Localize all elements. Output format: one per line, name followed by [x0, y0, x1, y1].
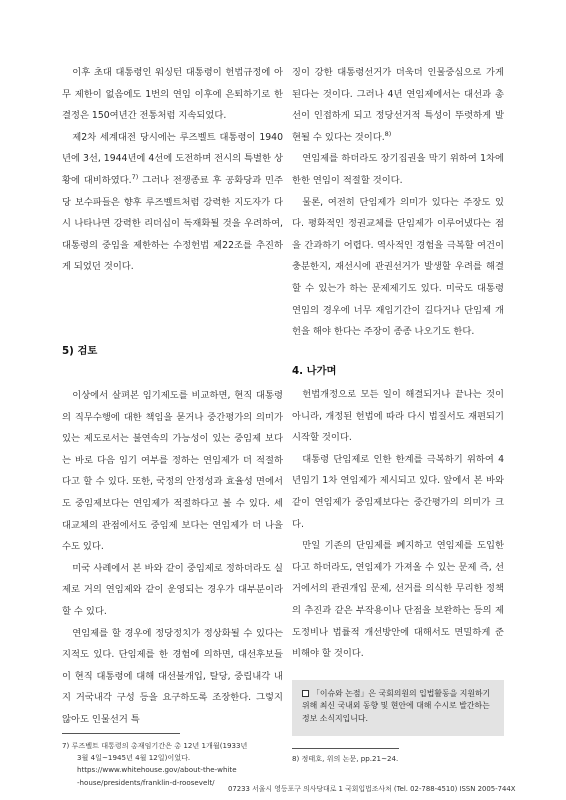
footnote-line: 7) 루즈벨트 대통령의 총재임기간은 총 12년 1개월(1933년: [62, 741, 248, 750]
paragraph-text: 제2차 세계대전 당시에는 루즈벨트 대통령이 1940년에 3선, 1944년에 4선에 도전하며 전시의 특별한 상황에 대비하였다.: [62, 131, 283, 186]
right-column-lower: [292, 384, 504, 665]
footnote-divider: [292, 748, 399, 749]
checkbox-icon: [302, 690, 309, 697]
paragraph-text: 징이 강한 대통령선거가 더욱더 인물중심으로 가게 된다는 것이다. 그러나 4년 연임제에서는 대선과 총선이 인접하게 되고 정당선거적 특성이 뚜렷하게 발현될 수 있다는 것이다.: [292, 67, 504, 143]
footnote-link[interactable]: -house/presidents/franklin-d-roosevelt/: [77, 777, 215, 787]
right-column-upper: [292, 62, 504, 343]
footnote-link[interactable]: https://www.whitehouse.gov/about-the-white: [77, 765, 237, 775]
page-footer: 07233 서울시 영등포구 의사당대로 1 국회입법조사처 (Tel. 02-788-4510) ISSN 2005-744X: [228, 785, 516, 793]
footnote-divider: [62, 733, 180, 734]
paragraph: [62, 127, 283, 278]
section-heading-review: 5) 검토: [62, 345, 98, 357]
paragraph: 만일 기존의 단임제를 폐지하고 연임제를 도입한다고 하더라도, 연임제가 가져올 수 있는 문제 즉, 선거에서의 관권개입 문제, 선거를 의식한 무리한 정책의 추진과 같은 부작용이나 단점을 보완하는 등의 제도정비나 법률적 개선방안에 대해서도 면밀하게 준비해야 할 것이다.: [292, 540, 504, 660]
paragraph: 대통령 단임제로 인한 한계를 극복하기 위하여 4년임기 1차 연임제가 제시되고 있다. 앞에서 본 바와 같이 연임제가 중임제보다는 중간평가의 의미가 크다.: [292, 453, 504, 530]
info-box: [292, 680, 504, 736]
section-heading-conclusion: 4. 나가며: [292, 365, 337, 377]
paragraph: 미국 사례에서 본 바와 같이 중임제로 정하더라도 실제로 거의 연임제와 같이 운영되는 경우가 대부분이라 할 수 있다.: [62, 562, 283, 617]
footnote-8: 8) 정태호, 위의 논문, pp.21~24.: [292, 754, 399, 763]
paragraph: 이후 초대 대통령인 워싱턴 대통령이 헌법규정에 아무 제한이 없음에도 1번의 연임 이후에 은퇴하기로 한 결정은 150여년간 전통처럼 지속되었다.: [62, 67, 283, 122]
left-column-lower: [62, 385, 283, 731]
footnote-ref-7[interactable]: 7): [131, 172, 139, 181]
paragraph: 물론, 여전히 단임제가 의미가 있다는 주장도 있다. 평화적인 정권교체를 단임제가 이루어냈다는 점을 간과하기 어렵다. 역사적인 경험을 극복할 여건이 충분한지, 재선시에 관권선거가 발생할 우려를 해결할 수 있는가 하는 문제제기도 있다. 미국도 대통령 연임의 경우에 너무 재임기간이 길다거나 단임제 개헌을 해야 한다는 주장이 종종 나오기도 한다.: [292, 196, 504, 338]
paragraph-text: 그러나 전쟁종료 후 공화당과 민주당 보수파들은 향후 루즈벨트처럼 강력한 지도자가 다시 나타나면 강력한 리더십이 독재화될 것을 우려하여, 대통령의 중임을 제한하는 수정헌법 제22조를 추진하게 되었던 것이다.: [62, 174, 283, 273]
footnote-ref-8[interactable]: 8): [384, 129, 392, 138]
paragraph: 연임제를 할 경우에 정당정치가 정상화될 수 있다는 지적도 있다. 단임제를 한 경험에 의하면, 대선후보들이 현직 대통령에 대해 대선불개입, 탈당, 중립내각 내지 거국내각 구성 등을 요구하도록 조장한다. 그렇지 않아도 인물선거 특: [62, 627, 283, 725]
paragraph: [292, 62, 504, 148]
paragraph: 이상에서 살펴본 임기제도를 비교하면, 현직 대통령의 직무수행에 대한 책임을 묻거나 중간평가의 의미가 있는 제도로서는 불연속의 가능성이 있는 중임제 보다는 바로 다음 임기 여부를 정하는 연임제가 더 적절하다고 할 수 있다. 또한, 국정의 안정성과 효율성 면에서도 중임제보다는 연임제가 적절하다고 볼 수 있다. 세대교체의 관점에서도 중임제 보다는 연임제가 더 나을 수도 있다.: [62, 390, 283, 553]
paragraph: 헌법개정으로 모든 일이 해결되거나 끝나는 것이 아니라, 개정된 헌법에 따라 다시 법질서도 재편되기 시작할 것이다.: [292, 389, 504, 444]
paragraph: 연임제를 하더라도 장기집권을 막기 위하여 1차에 한한 연임이 적절할 것이다.: [292, 153, 504, 186]
info-box-text: 「이슈와 논점」은 국회의원의 입법활동을 지원하기 위해 최신 국내외 동향 및 현안에 대해 수시로 발간하는 정보 소식지입니다.: [302, 689, 491, 723]
footnote-line: 3월 4일~1945년 4월 12일)이었다.: [77, 753, 191, 763]
footnote-7: [62, 740, 283, 789]
left-column-upper: [62, 62, 283, 278]
